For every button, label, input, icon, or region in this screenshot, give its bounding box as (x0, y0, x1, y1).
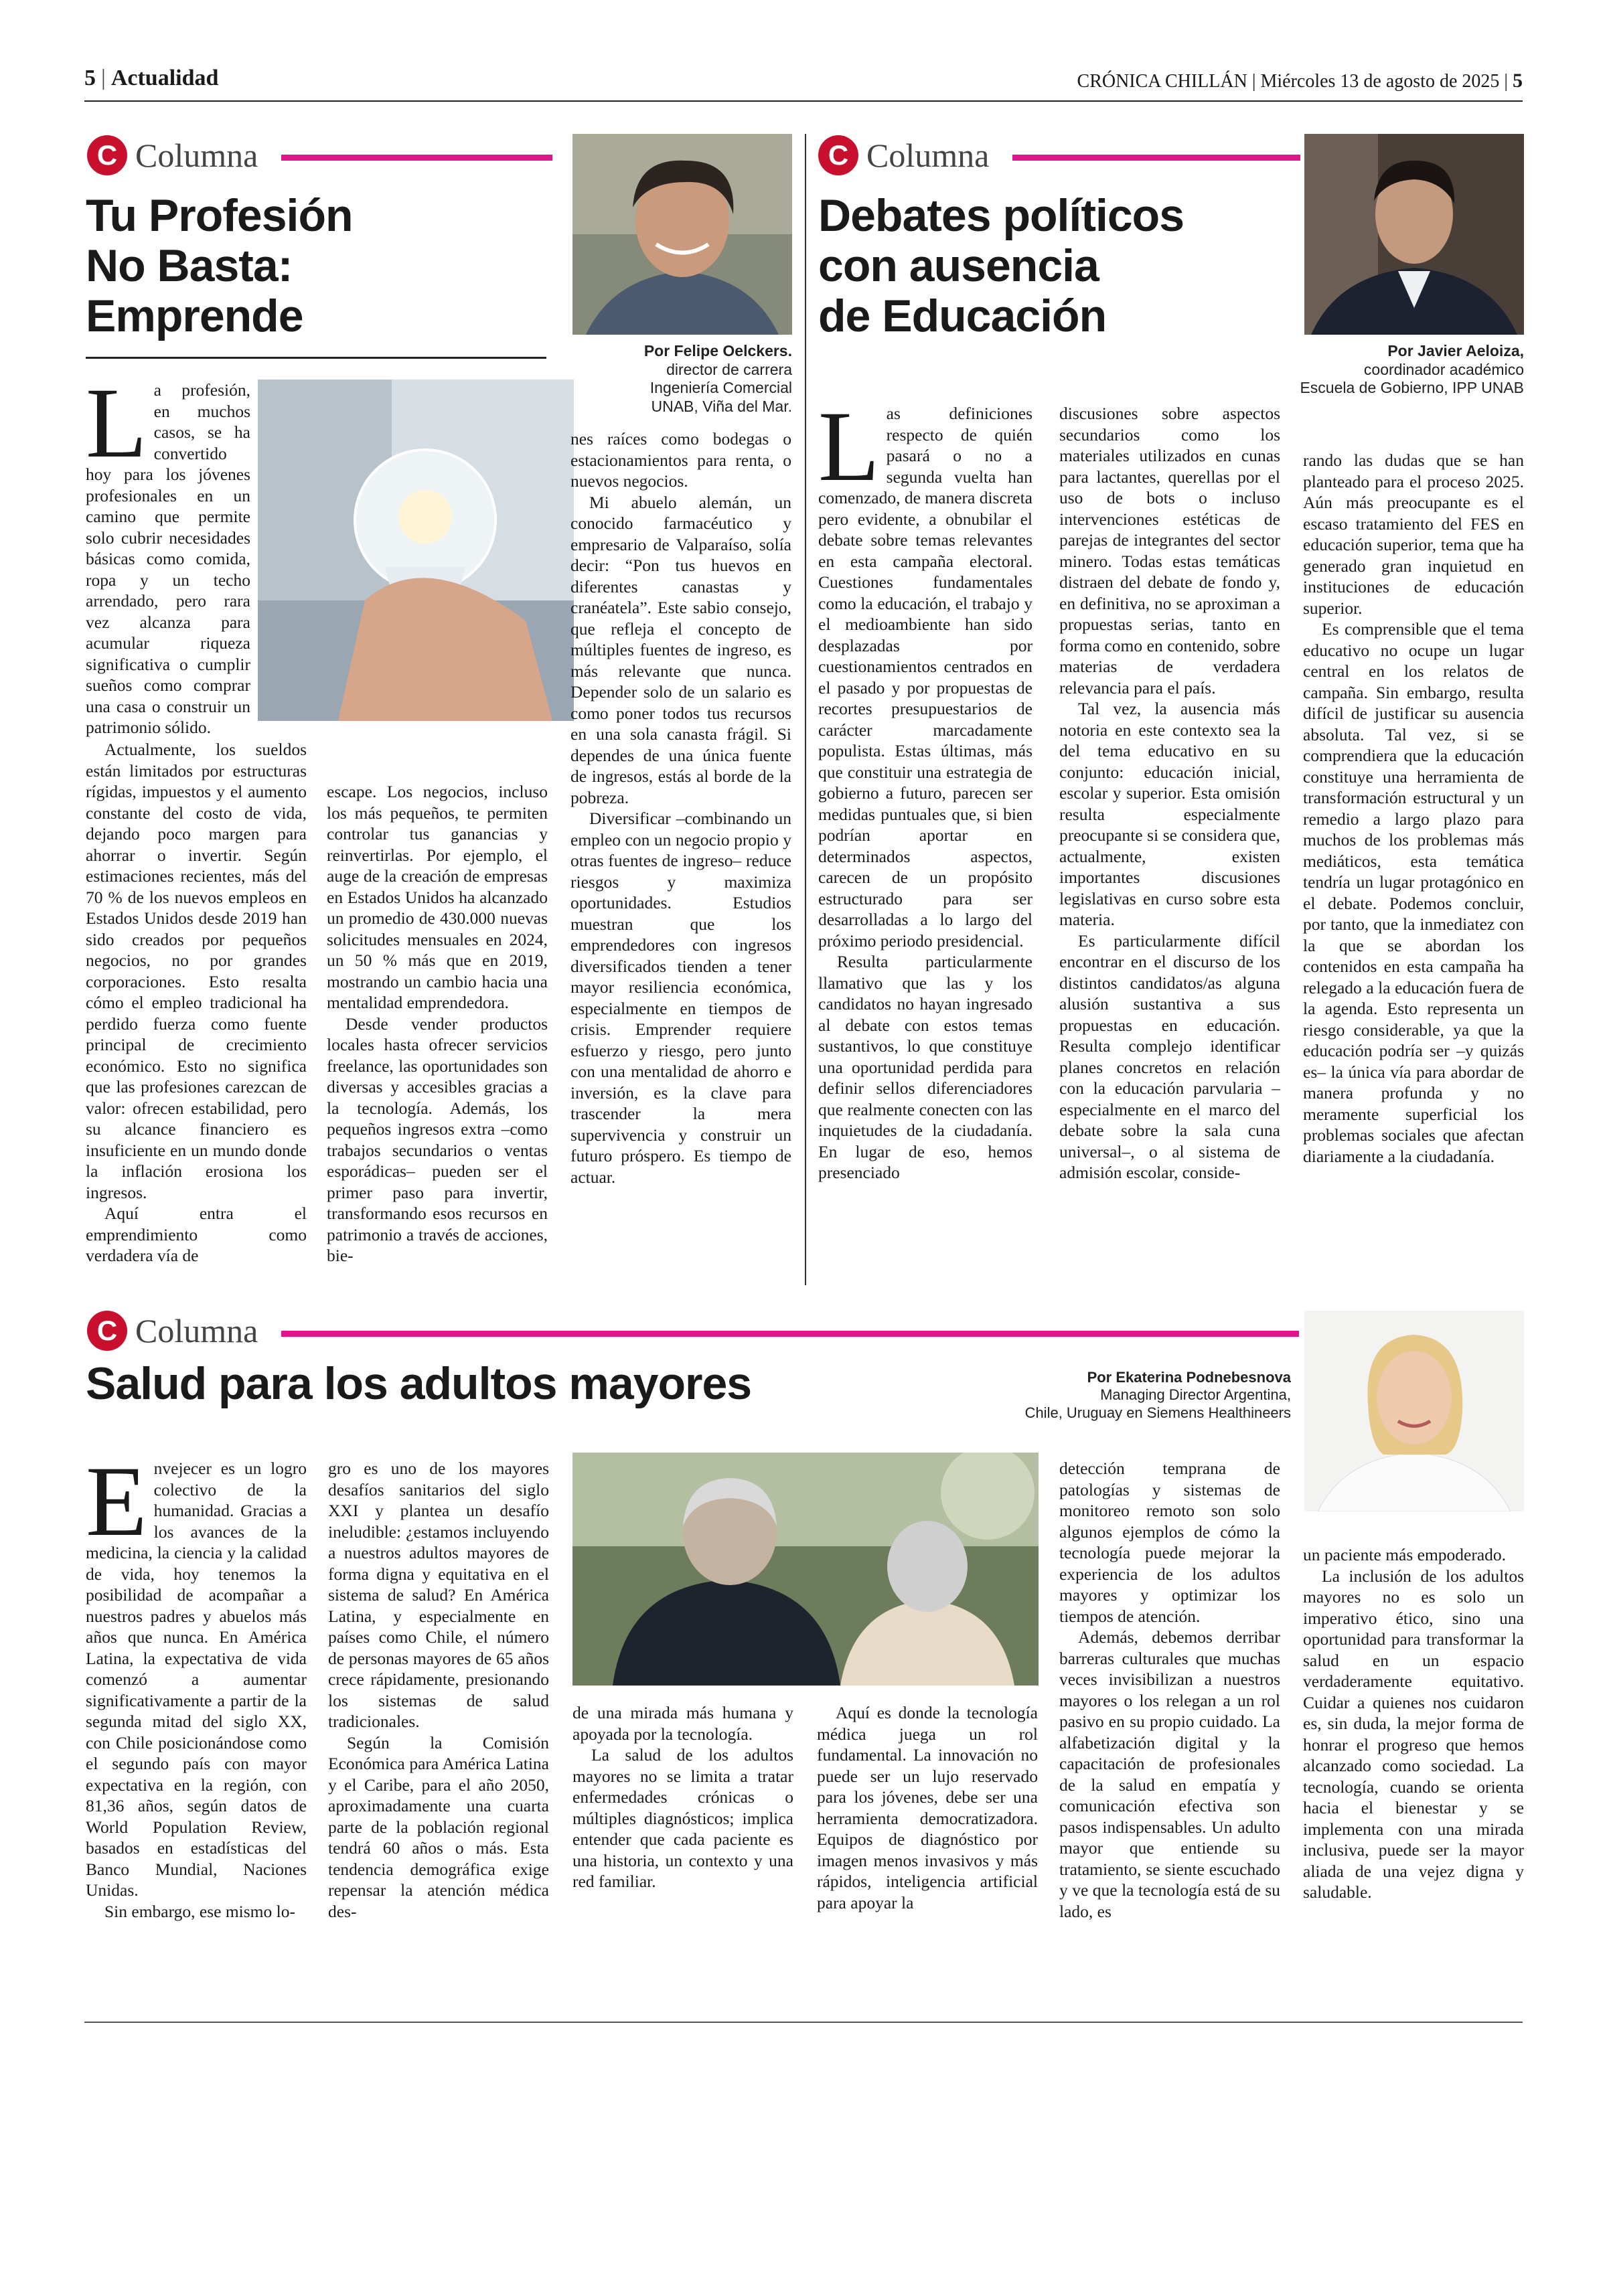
paragraph: Sin embargo, ese mismo lo- (104, 1901, 295, 1921)
article3-column-1 (86, 1446, 307, 1922)
article2-column-2 (1059, 403, 1280, 1183)
article1-column-2 (327, 781, 548, 1266)
author-photo (1304, 1311, 1524, 1511)
author-role: Escuela de Gobierno, IPP UNAB (1300, 379, 1524, 397)
drop-cap: L (818, 391, 880, 502)
paragraph: as definiciones respecto de quién pasará o no a segunda vuelta han comenzado, de manera discreta pero evidente, a obnubilar el debate sobre temas relevantes en esta campaña electoral. Cuestiones fundamentales como la educación, el trabajo y el medioambiente han sido desplazadas por cuestionamientos centrados en el pasado y por propuestas de recortes presupuestarios de carácter marcadamente populista. Estas últimas, más que constituir una estrategia de gobierno a futuro, parecen ser medidas puntuales que, si bien podrían aportar en determinados aspectos, carecen de un propósito estructurado para ser desarrolladas a lo largo del próximo periodo presidencial. (818, 404, 1032, 951)
paragraph: Aquí entra el emprendimiento como verdadera vía de (86, 1204, 307, 1265)
author-name: Por Javier Aeloiza, (1387, 342, 1524, 359)
article3-column-2 (328, 1458, 549, 1922)
column-tag (87, 1311, 258, 1351)
article3-column-6 (1303, 1544, 1524, 1903)
paragraph: Es particularmente difícil encontrar en el discurso de los distintos candidatos/as alguna alusión sustantiva a sus propuestas en educación. Resulta complejo identificar planes concretos en relación con la educación parvularia –especialmente en el marco del debate sobre la sala cuna universal–, o al sistema de admisión escolar, conside- (1059, 930, 1280, 1182)
paragraph: Según la Comisión Económica para América Latina y el Caribe, para el año 2050, aproximadamente una cuarta parte de la población regional tendrá 60 años o más. Esta tendencia demográfica exige repensar la atención médica des- (328, 1732, 549, 1921)
author-role: Managing Director Argentina, (1100, 1386, 1291, 1404)
lightbulb-image (258, 380, 574, 721)
article2-title-line: Debates políticos (818, 190, 1184, 241)
article2-title-line: de Educación (818, 290, 1107, 341)
paragraph: Diversificar –combinando un empleo con un negocio propio y otras fuentes de ingreso– reduce riesgos y maximiza oportunidades. Estudios muestran que los emprendedores con ingresos diversificados tienden a tener mayor resiliencia económica, especialmente en tiempos de crisis. Emprender requiere esfuerzo y riesgo, pero junto con una mentalidad de ahorro e inversión, es la clave para trascender la mera supervivencia y construir un futuro próspero. Es tiempo de actuar. (570, 809, 791, 1187)
paragraph: Tal vez, la ausencia más notoria en este contexto sea la del tema educativo en su conjunto: educación inicial, escolar y superior. Esta omisión resulta especialmente preocupante si se considera que, actualmente, existen importantes discusiones legislativas en curso sobre esta materia. (1059, 699, 1280, 929)
article1-title-line: Emprende (86, 290, 303, 341)
author-photo (1304, 134, 1524, 335)
author-photo (572, 134, 792, 335)
article3-byline (1004, 1369, 1291, 1422)
article2-column-3 (1303, 450, 1524, 1167)
column-label: Columna (135, 137, 258, 174)
paragraph: nes raíces como bodegas o estacionamientos para renta, o nuevos negocios. (570, 429, 791, 491)
column-tag (818, 135, 989, 175)
paragraph: nvejecer es un logro colectivo de la humanidad. Gracias a los avances de la medicina, la ciencia y la calidad de vida, hoy tenemos la posibilidad de acompañar a nuestros padres y abuelos más años que nunca. En América Latina, la expectativa de vida comenzó a aumentar significativamente a partir de la segunda mitad del siglo XX, con Chile posicionándose como el segundo país con mayor expectativa en la región, con 81,36 años, según datos de World Population Review, basados en estadísticas del Banco Mundial, Naciones Unidas. (86, 1459, 307, 1900)
publication-date: Miércoles 13 de agosto de 2025 (1260, 71, 1500, 92)
publication-name: CRÓNICA CHILLÁN (1077, 71, 1247, 92)
paragraph: Aquí es donde la tecnología médica juega un rol fundamental. La innovación no puede ser un lujo reservado para los jóvenes, debe ser una herramienta democratizadora. Equipos de diagnóstico por imagen menos invasivos y más rápidos, inteligencia artificial para apoyar la (817, 1703, 1038, 1912)
article2-column-1 (818, 391, 1032, 1183)
bottom-rule (84, 2022, 1523, 2023)
paragraph: La inclusión de los adultos mayores no es solo un imperativo ético, sino una oportunidad para transformar la salud en un espacio verdaderamente equitativo. Cuidar a quienes nos cuidaron es, sin duda, la mejor forma de honrar el progreso que hemos alcanzado como sociedad. La tecnología, cuando se orienta hacia el bienestar y se implementa con una mirada inclusiva, puede ser la mayor aliada de una vejez digna y saludable. (1303, 1566, 1524, 1902)
column-badge: C (87, 1311, 127, 1351)
drop-cap: E (86, 1446, 147, 1557)
paragraph: discusiones sobre aspectos secundarios como los materiales utilizados en cunas para lactantes, querellas por el uso de bots o incluso intervenciones estéticas de parejas de integrantes del sector minero. Todas estas temáticas distraen del debate de fondo y, en definitiva, no se aproximan a propuestas serias, tanto en forma como en contenido, sobre materias de verdadera relevancia para el país. (1059, 404, 1280, 698)
paragraph: escape. Los negocios, incluso los más pequeños, te permiten controlar tus ganancias y reinvertirlas. Por ejemplo, el auge de la creación de empresas en Estados Unidos ha alcanzado un promedio de 430.000 nuevas solicitudes mensuales en 2024, un 50 % más que en 2019, mostrando un cambio hacia una mentalidad emprendedora. (327, 782, 548, 1012)
column-label: Columna (866, 137, 990, 174)
article1-title-line: No Basta: (86, 240, 293, 291)
article3-column-5 (1059, 1458, 1280, 1922)
article2-title-line: con ausencia (818, 240, 1099, 291)
article1-column-1b (86, 739, 307, 1266)
article2-byline (1272, 342, 1524, 398)
article3-column-4 (817, 1702, 1038, 1913)
paragraph: Desde vender productos locales hasta ofrecer servicios freelance, las oportunidades son diversas y accesibles gracias a la tecnología. Además, los pequeños ingresos extra –como trabajos secundarios o ventas esporádicas– pueden ser el primer paso para invertir, transformando esos recursos en patrimonio a través de acciones, bie- (327, 1013, 548, 1265)
header-rule (84, 100, 1523, 102)
paragraph: rando las dudas que se han planteado para el proceso 2025. Aún más preocupante es el escaso tratamiento del FES en educación superior, tema que ha generado gran inquietud en instituciones de educación superior. (1303, 450, 1524, 618)
paragraph: a profesión, en muchos casos, se ha convertido hoy para los jóvenes profesionales en un camino que permite solo cubrir necesidades básicas como comida, ropa y un techo arrendado, pero rara vez alcanza para acumular riqueza significativa o cumplir sueños como comprar una casa o construir un patrimonio sólido. (86, 380, 250, 737)
column-badge: C (87, 135, 127, 175)
article1-column-1a (86, 367, 250, 738)
paragraph: Además, debemos derribar barreras culturales que muchas veces invisibilizan a nuestros mayores o los relegan a un rol pasivo en su propio cuidado. La alfabetización digital y la capacitación de profesionales de la salud en empatía y comunicación efectiva son pasos indispensables. Un adulto mayor que entiende su tratamiento, se siente escuchado y ve que la tecnología está de su lado, es (1059, 1627, 1280, 1921)
page-number-right: 5 (1513, 70, 1523, 92)
author-role: director de carrera (666, 360, 792, 378)
article1-title-rule (86, 357, 546, 359)
paragraph: Actualmente, los sueldos están limitados por estructuras rígidas, impuestos y el aumento constante del costo de vida, dejando poco margen para ahorrar o invertir. Según estimaciones recientes, más del 70 % de los nuevos empleos en Estados Unidos desde 2019 han sido creados por pequeños negocios, no por grandes corporaciones. Esto resalta cómo el empleo tradicional ha perdido fuerza como fuente principal de crecimiento económico. Esto no significa que las profesiones carezcan de valor: ofrecen estabilidad, pero su alcance financiero es insuficiente en un mundo donde la inflación erosiona los ingresos. (86, 740, 307, 1202)
article3-title: Salud para los adultos mayores (86, 1358, 752, 1409)
paragraph: Es comprensible que el tema educativo no ocupe un lugar central en los relatos de campaña. Sin embargo, resulta difícil de justificar su ausencia absoluta. Tal vez, si se comprendiera que la educación constituye una herramienta de transformación estructural y un remedio a largo plazo para muchos de los problemas más mediáticos, esta temática tendría un lugar protagónico en el debate. Podemos concluir, por tanto, que la inmediatez con la que se abordan los contenidos en esta campaña ha relegado a la educación fuera de la agenda. Esto representa un riesgo considerable, ya que la educación podría ser –y quizás es– la única vía para abordar de manera profunda y no meramente superficial los problemas sociales que afectan diariamente a la ciudadanía. (1303, 619, 1524, 1166)
page-number-left: 5 (84, 66, 96, 90)
paragraph: La salud de los adultos mayores no se limita a tratar enfermedades crónicas o múltiples diagnósticos; implica entender que cada paciente es una historia, un contexto y una red familiar. (572, 1745, 793, 1891)
column-accent-line (1012, 155, 1300, 161)
article-separator (805, 134, 806, 1285)
paragraph: Resulta particularmente llamativo que las y los candidatos no hayan ingresado al debate con estos temas sustantivos, lo que constituye una oportunidad perdida para definir sellos diferenciadores que realmente conecten con las inquietudes de la ciudadanía. En lugar de eso, hemos presenciado (818, 952, 1032, 1182)
author-role: UNAB, Viña del Mar. (651, 397, 792, 415)
article3-column-3 (572, 1702, 793, 1892)
article1-column-3 (570, 428, 791, 1187)
paragraph: detección temprana de patologías y sistemas de monitoreo remoto son solo algunos ejemplos de cómo la tecnología puede mejorar la experiencia de los adultos mayores y optimizar los tiempos de atención. (1059, 1459, 1280, 1626)
paragraph: Mi abuelo alemán, un conocido farmacéutico y empresario de Valparaíso, solía decir: “Pon tus huevos en diferentes canastas y cranéatela”. Este sabio consejo, que refleja el concepto de múltiples fuentes de ingreso, es más relevante que nunca. Depender solo de un salario es como poner todos tus recursos en una sola canasta frágil. Si dependes de una única fuente de ingresos, estás al borde de la pobreza. (570, 492, 791, 807)
author-role: Ingeniería Comercial (649, 379, 792, 397)
paragraph: un paciente más empoderado. (1303, 1545, 1507, 1564)
article1-title (86, 191, 353, 341)
page-header-right: CRÓNICA CHILLÁN | Miércoles 13 de agosto de 2025 | 5 (1077, 70, 1523, 92)
column-accent-line (281, 1331, 1299, 1337)
article1-byline (572, 342, 792, 416)
drop-cap: L (86, 367, 147, 479)
column-tag (87, 135, 258, 175)
paragraph: de una mirada más humana y apoyada por la tecnología. (572, 1703, 793, 1744)
author-role: Chile, Uruguay en Siemens Healthineers (1024, 1404, 1291, 1421)
column-badge: C (818, 135, 858, 175)
author-name: Por Ekaterina Podnebesnova (1087, 1369, 1291, 1386)
article2-title (818, 191, 1184, 341)
author-role: coordinador académico (1363, 360, 1524, 378)
author-name: Por Felipe Oelckers. (643, 342, 792, 359)
column-accent-line (281, 155, 552, 161)
paragraph: gro es uno de los mayores desafíos sanitarios del siglo XXI y plantea un desafío ineludible: ¿estamos incluyendo a nuestros adultos mayores de forma digna y equitativa en el sistema de salud? En América Latina, y especialmente en países como Chile, el número de personas mayores de 65 años crece rápidamente, presionando los sistemas de salud tradicionales. (328, 1459, 549, 1731)
section-name: Actualidad (110, 66, 219, 90)
column-label: Columna (135, 1312, 258, 1349)
article1-title-line: Tu Profesión (86, 190, 353, 241)
page-header-left: 5 | Actualidad (84, 66, 219, 90)
seniors-image (572, 1453, 1039, 1686)
